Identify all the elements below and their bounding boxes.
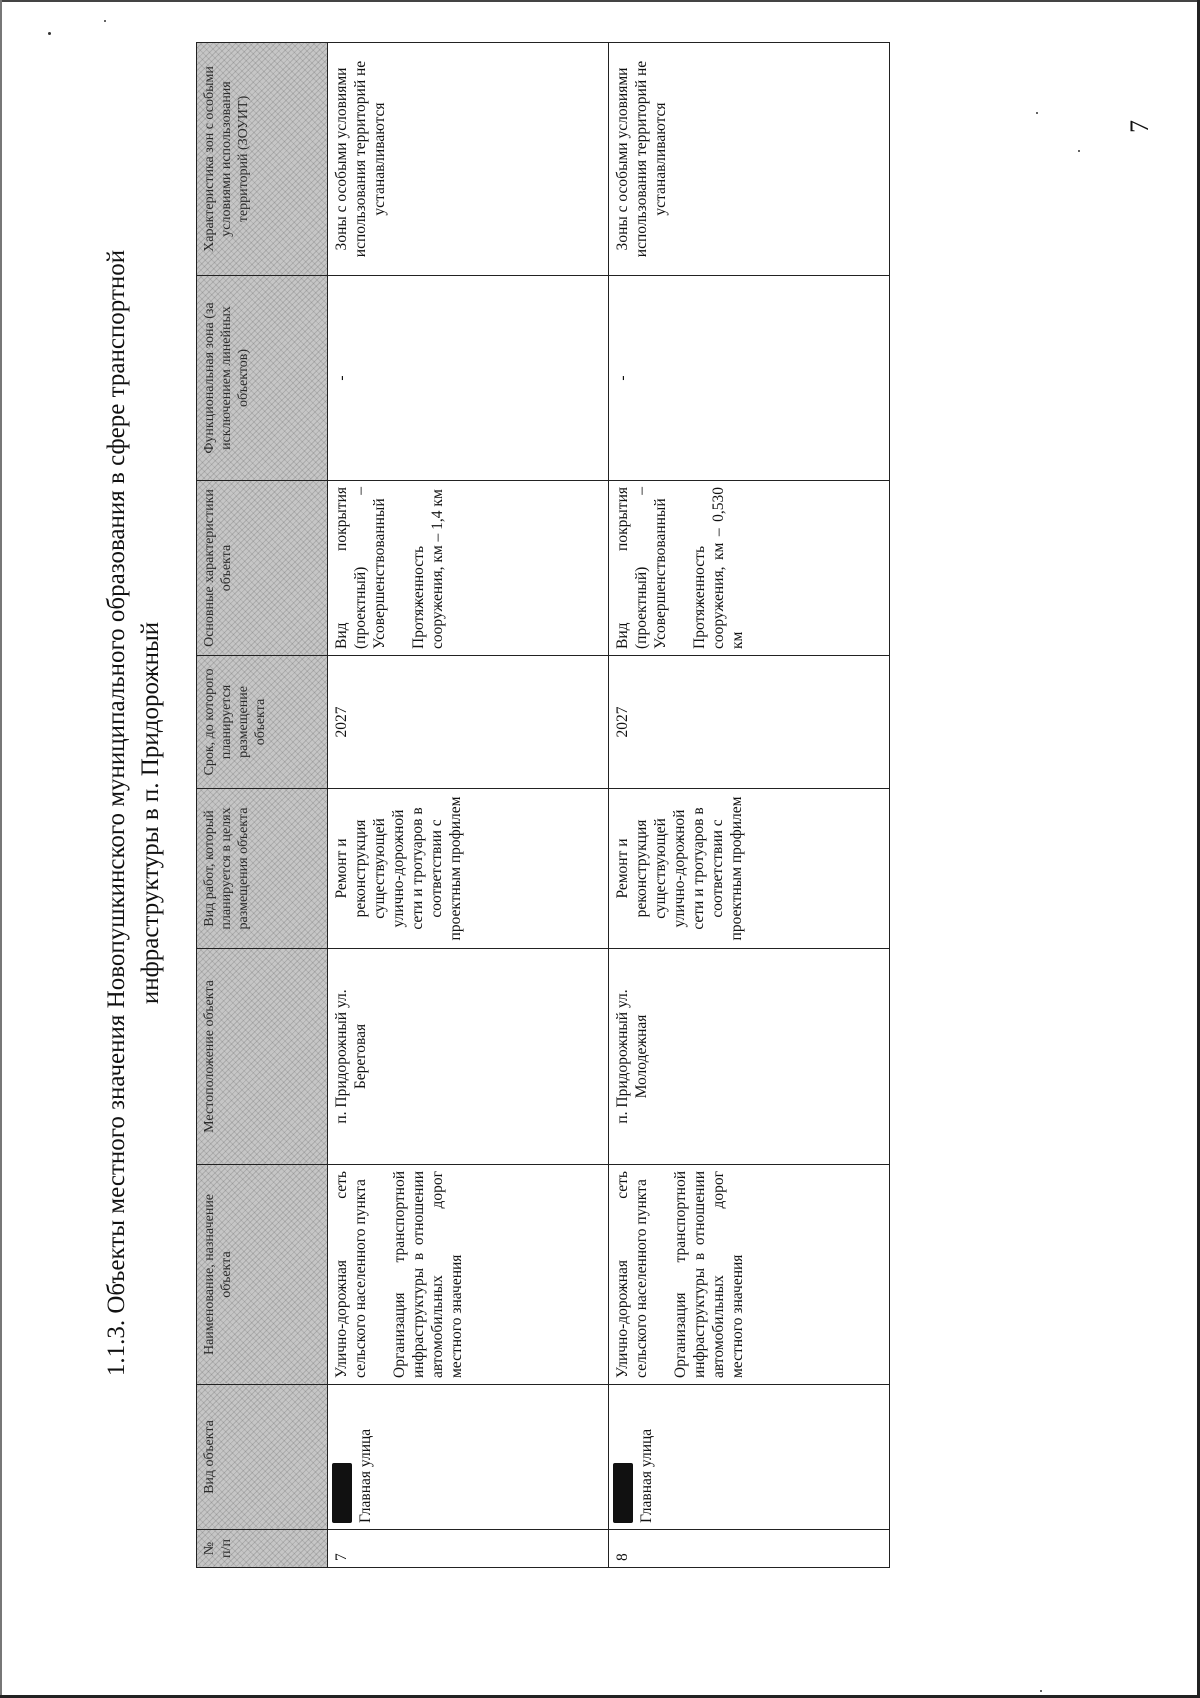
row-location: п. Придорожный ул. Береговая bbox=[328, 949, 609, 1165]
row-type bbox=[328, 1385, 609, 1530]
document-title bbox=[100, 88, 168, 1538]
redaction-mark bbox=[613, 1463, 633, 1523]
row-deadline: 2027 bbox=[328, 656, 609, 789]
row-num: 8 bbox=[609, 1530, 890, 1568]
header-location: Местоположение объекта bbox=[197, 949, 328, 1165]
row-char-part1: Вид покрытия (проектный) – Усовершенствованный bbox=[333, 487, 388, 649]
scan-speck bbox=[1036, 112, 1038, 114]
title-line-2: инфраструктуры в п. Придорожный bbox=[137, 621, 164, 1005]
table-header-row bbox=[197, 43, 328, 1568]
row-type-text: Главная улица bbox=[357, 1428, 374, 1523]
row-name-part2: Организация транспортной инфраструктуры в отношении автомобильных дорог местного значения bbox=[391, 1171, 465, 1378]
row-char-part2: Протяженность сооружения, км – 0,530 км bbox=[691, 487, 746, 649]
scan-speck bbox=[104, 20, 106, 22]
row-zouit: Зоны с особыми условиями использования территорий не устанавливаются bbox=[328, 43, 609, 276]
row-location: п. Придорожный ул. Молодежная bbox=[609, 949, 890, 1165]
header-zouit: Характеристика зон с особыми условиями использования территорий (ЗОУИТ) bbox=[197, 43, 328, 276]
row-zone: - bbox=[328, 276, 609, 481]
page-number: 7 bbox=[1125, 120, 1154, 133]
row-name bbox=[328, 1165, 609, 1385]
row-type-text: Главная улица bbox=[638, 1428, 655, 1523]
table-row bbox=[328, 43, 609, 1568]
row-name-part1: Улично-дорожная сеть сельского населенного пункта bbox=[614, 1171, 650, 1378]
scan-speck bbox=[1078, 150, 1080, 152]
header-works: Вид работ, который планируется в целях размещения объекта bbox=[197, 789, 328, 949]
row-type bbox=[609, 1385, 890, 1530]
scan-speck bbox=[48, 32, 51, 35]
row-zone: - bbox=[609, 276, 890, 481]
row-num: 7 bbox=[328, 1530, 609, 1568]
header-type: Вид объекта bbox=[197, 1385, 328, 1530]
row-characteristics bbox=[609, 481, 890, 656]
header-zone: Функциональная зона (за исключением линейных объектов) bbox=[197, 276, 328, 481]
row-char-part2: Протяженность сооружения, км – 1,4 км bbox=[410, 489, 446, 649]
header-num: № п/п bbox=[197, 1530, 328, 1568]
redaction-mark bbox=[332, 1463, 352, 1523]
row-works: Ремонт и реконструкция существующей улично-дорожной сети и тротуаров в соответствии с проектным профилем bbox=[328, 789, 609, 949]
objects-table bbox=[196, 42, 890, 1568]
header-deadline: Срок, до которого планируется размещение объекта bbox=[197, 656, 328, 789]
scan-speck bbox=[1040, 1690, 1042, 1692]
row-name-part2: Организация транспортной инфраструктуры в отношении автомобильных дорог местного значения bbox=[672, 1171, 746, 1378]
row-zouit: Зоны с особыми условиями использования территорий не устанавливаются bbox=[609, 43, 890, 276]
row-deadline: 2027 bbox=[609, 656, 890, 789]
header-name: Наименование, назначение объекта bbox=[197, 1165, 328, 1385]
row-char-part1: Вид покрытия (проектный) – Усовершенствованный bbox=[614, 487, 669, 649]
row-name-part1: Улично-дорожная сеть сельского населенного пункта bbox=[333, 1171, 369, 1378]
row-name bbox=[609, 1165, 890, 1385]
row-characteristics bbox=[328, 481, 609, 656]
row-works: Ремонт и реконструкция существующей улично-дорожной сети и тротуаров в соответствии с проектным профилем bbox=[609, 789, 890, 949]
table-row bbox=[609, 43, 890, 1568]
header-characteristics: Основные характеристики объекта bbox=[197, 481, 328, 656]
title-line-1: 1.1.3. Объекты местного значения Новопушкинского муниципального образования в сфере транспортной bbox=[103, 249, 130, 1377]
